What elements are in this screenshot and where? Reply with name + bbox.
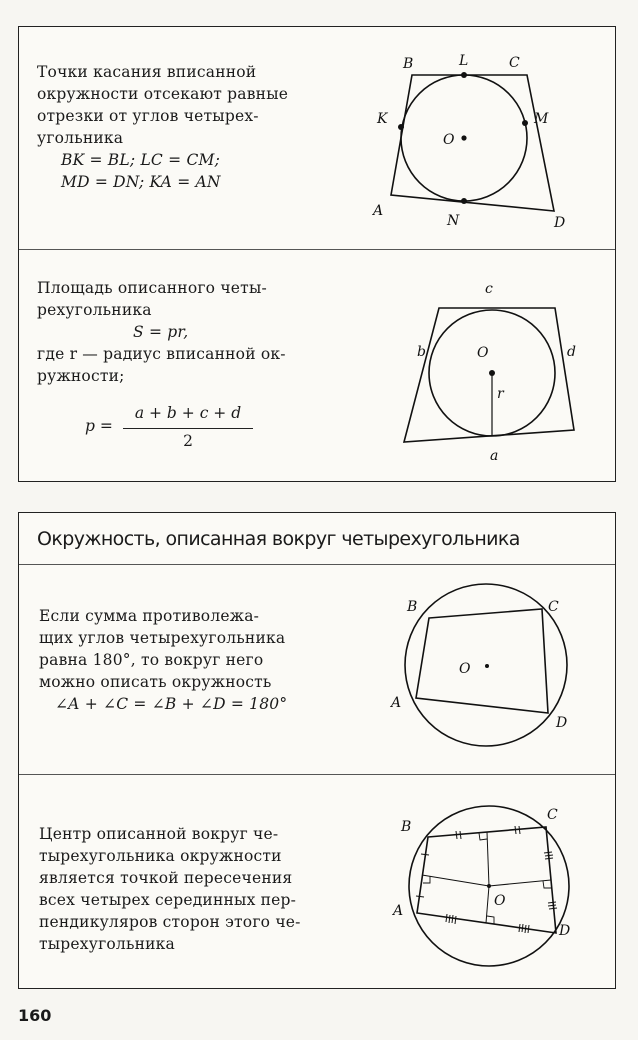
page-number: 160 bbox=[18, 1006, 52, 1025]
label-A: A bbox=[393, 903, 404, 919]
label-N: N bbox=[447, 213, 460, 229]
label-b: b bbox=[417, 344, 426, 360]
text-line: где r — радиус вписанной ок- bbox=[37, 345, 286, 363]
label-A: A bbox=[391, 695, 402, 711]
formula-denominator: 2 bbox=[183, 432, 193, 450]
label-B: B bbox=[401, 819, 412, 835]
text-line: тырехугольника окружности bbox=[39, 847, 282, 865]
label-O: O bbox=[494, 893, 506, 909]
label-L: L bbox=[459, 53, 469, 69]
bisector-figure bbox=[19, 513, 617, 990]
text-line: отрезки от углов четырех- bbox=[37, 107, 259, 125]
label-D: D bbox=[559, 923, 571, 939]
formula-lhs: p = bbox=[85, 417, 113, 435]
text-line: ружности; bbox=[37, 367, 125, 385]
formula-numerator: a + b + c + d bbox=[134, 404, 242, 422]
text-line: Если сумма противолежа- bbox=[39, 607, 260, 625]
text-line: угольника bbox=[37, 129, 124, 147]
area-figure bbox=[19, 27, 617, 483]
center-point bbox=[487, 884, 491, 888]
text-line: тырехугольника bbox=[39, 935, 175, 953]
label-C: C bbox=[548, 599, 559, 615]
label-O: O bbox=[459, 661, 471, 677]
text-line: Площадь описанного четы- bbox=[37, 279, 267, 297]
label-A: A bbox=[373, 203, 384, 219]
text-line: Точки касания вписанной bbox=[37, 63, 257, 81]
text-line: равна 180°, то вокруг него bbox=[39, 651, 264, 669]
label-K: K bbox=[377, 111, 388, 127]
label-c: c bbox=[485, 281, 493, 297]
text-line: окружности отсекают равные bbox=[37, 85, 289, 103]
label-a: a bbox=[490, 448, 499, 464]
text-line: Центр описанной вокруг че- bbox=[39, 825, 279, 843]
label-D: D bbox=[554, 215, 566, 231]
text-line: всех четырех серединных пер- bbox=[39, 891, 297, 909]
label-B: B bbox=[403, 56, 414, 72]
label-r: r bbox=[497, 386, 504, 402]
section-heading: Окружность, описанная вокруг четырехугольника bbox=[19, 513, 615, 565]
text-line: рехугольника bbox=[37, 301, 152, 319]
perpendicular-bisectors bbox=[422, 832, 551, 923]
text-line: можно описать окружность bbox=[39, 673, 272, 691]
text-line: пендикуляров сторон этого че- bbox=[39, 913, 301, 931]
formula-line: BK = BL; LC = CM; bbox=[61, 151, 220, 169]
formula-line: MD = DN; KA = AN bbox=[61, 173, 221, 191]
label-M: M bbox=[534, 111, 549, 127]
inscribed-circle-box bbox=[18, 26, 616, 482]
angle-formula: ∠A + ∠C = ∠B + ∠D = 180° bbox=[55, 695, 288, 713]
label-C: C bbox=[509, 55, 520, 71]
label-C: C bbox=[547, 807, 558, 823]
label-O: O bbox=[477, 345, 489, 361]
text-line: является точкой пересечения bbox=[39, 869, 293, 887]
area-formula: S = pr, bbox=[133, 323, 189, 341]
label-O: O bbox=[443, 132, 455, 148]
label-d: d bbox=[567, 344, 576, 360]
circumscribed-circle-box bbox=[18, 512, 616, 989]
label-D: D bbox=[556, 715, 568, 731]
label-B: B bbox=[407, 599, 418, 615]
text-line: щих углов четырехугольника bbox=[39, 629, 286, 647]
